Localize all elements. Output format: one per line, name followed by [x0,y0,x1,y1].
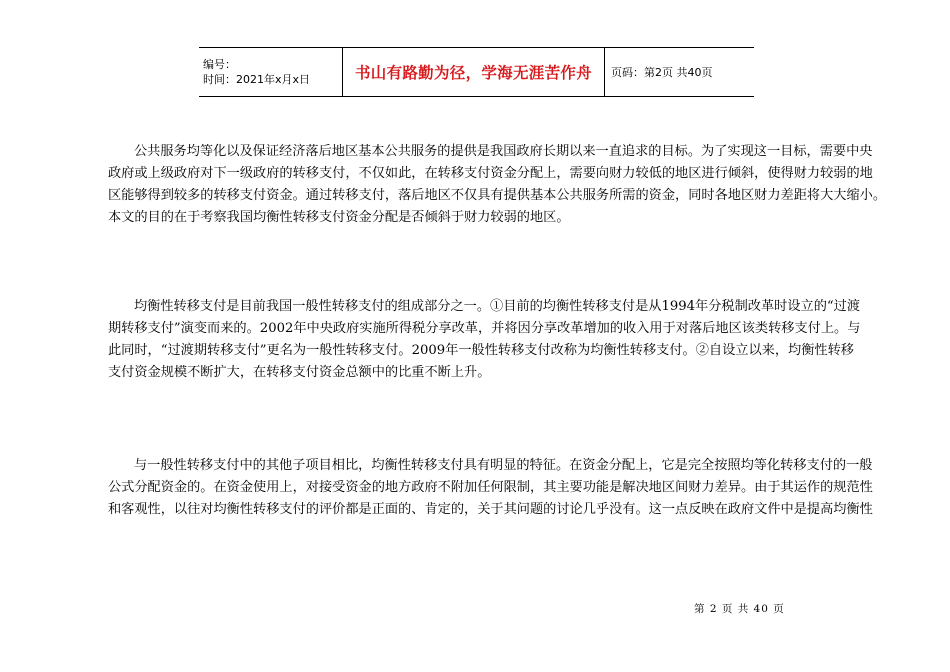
motto: 书山有路勤为径，学海无涯苦作舟 [343,48,605,97]
paragraph-3 [108,455,873,521]
paragraph-line: 此同时，“过渡期转移支付”更名为一般性转移支付。2009年一般性转移支付改称为均衡性转移支付。②自设立以来，均衡性转移 [108,343,854,358]
paragraph-line: 均衡性转移支付是目前我国一般性转移支付的组成部分之一。①目前的均衡性转移支付是从1994年分税制改革时设立的“过渡 [134,299,861,314]
paragraph-line: 本文的目的在于考察我国均衡性转移支付资金分配是否倾斜于财力较弱的地区。 [108,210,570,225]
number-label: 编号： [203,58,236,71]
date-label: 时间：2021年x月x日 [203,73,311,86]
paragraph-line: 公式分配资金的。在资金使用上，对接受资金的地方政府不附加任何限制，其主要功能是解决地区间财力差异。由于其运作的规范性 [108,480,873,495]
paragraph-line: 区能够得到较多的转移支付资金。通过转移支付，落后地区不仅具有提供基本公共服务所需的资金，同时各地区财力差距将大大缩小。 [108,188,887,203]
header-page-label: 页码：第2页 共40页 [605,48,755,97]
paragraph-line: 公共服务均等化以及保证经济落后地区基本公共服务的提供是我国政府长期以来一直追求的目标。为了实现这一目标，需要中央 [134,144,873,159]
page-footer: 第 2 页 共 40 页 [694,603,785,615]
paragraph-line: 政府或上级政府对下一级政府的转移支付，不仅如此，在转移支付资金分配上，需要向财力较低的地区进行倾斜，使得财力较弱的地 [108,166,873,181]
document-header [199,47,754,97]
paragraph-line: 和客观性，以往对均衡性转移支付的评价都是正面的、肯定的，关于其问题的讨论几乎没有。这一点反映在政府文件中是提高均衡性 [108,502,873,517]
paragraph-line: 支付资金规模不断扩大，在转移支付资金总额中的比重不断上升。 [108,365,491,380]
paragraph-2 [108,296,860,384]
header-meta [199,48,343,97]
paragraph-line: 期转移支付”演变而来的。2002年中央政府实施所得税分享改革，并将因分享改革增加的收入用于对落后地区该类转移支付上。与 [108,321,861,336]
paragraph-1 [108,141,887,229]
paragraph-line: 与一般性转移支付中的其他子项目相比，均衡性转移支付具有明显的特征。在资金分配上，它是完全按照均等化转移支付的一般 [134,458,873,473]
